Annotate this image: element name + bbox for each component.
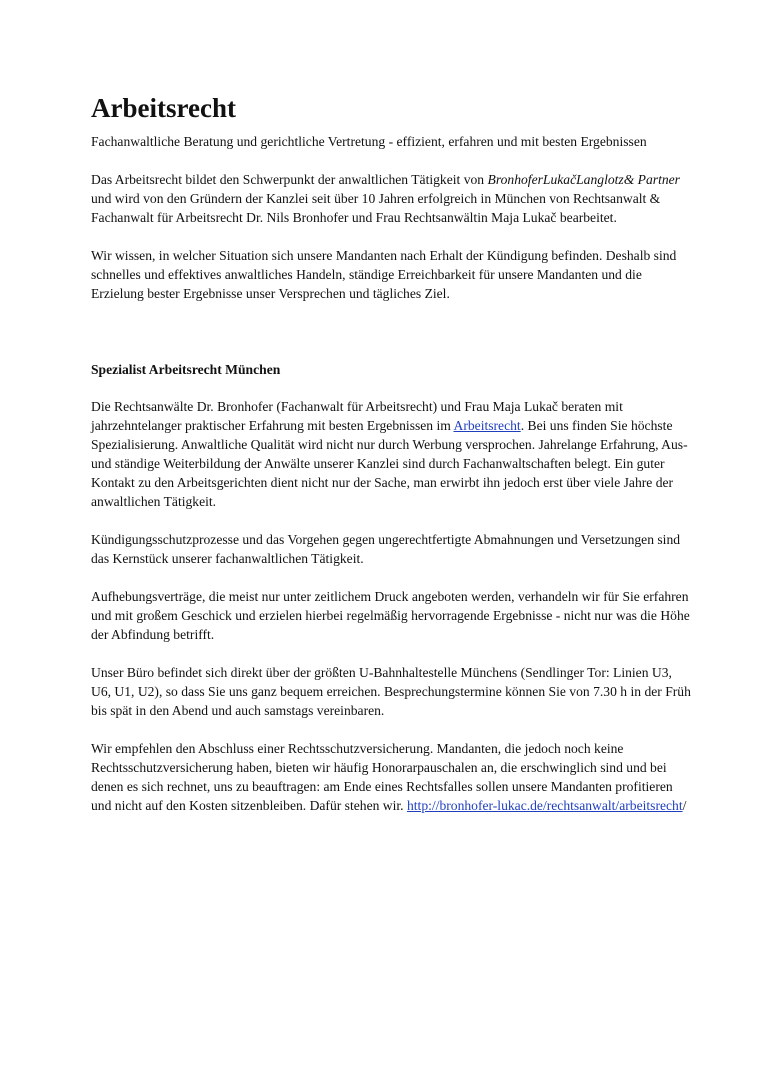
page-title: Arbeitsrecht <box>91 93 236 123</box>
intro-paragraph <box>91 170 691 227</box>
versicherung-text-after: / <box>682 798 687 813</box>
intro-text-after: und wird von den Gründern der Kanzlei seit über 10 Jahren erfolgreich in München von Rechtsanwalt & Fachanwalt für Arbeitsrecht Dr. Nils Bronhofer und Frau Rechtsanwältin Maja Lukač bearbeitet. <box>91 191 661 225</box>
versicherung-text: Wir empfehlen den Abschluss einer Rechtsschutzversicherung. Mandanten, die jedoch noch keine Rechtsschutzversicherung haben, bieten wir häufig Honorarpauschalen an, die erschwinglich sind und bei denen es sich rechnet, uns zu beauftragen: am Ende eines Rechtsfalles sollen unsere Mandanten profitieren und nicht auf den Kosten sitzenbleiben. Dafür stehen wir. <box>91 741 673 813</box>
arbeitsrecht-link[interactable]: Arbeitsrecht <box>453 418 521 433</box>
website-link[interactable]: http://bronhofer-lukac.de/rechtsanwalt/arbeitsrecht <box>406 798 683 813</box>
aufhebung-paragraph: Aufhebungsverträge, die meist nur unter zeitlichem Druck angeboten werden, verhandeln wir für Sie erfahren und mit großem Geschick und erzielen hierbei regelmäßig hervorragende Ergebnisse - nicht nur was die Höhe der Abfindung betrifft. <box>91 589 690 642</box>
specialist-paragraph <box>91 397 691 511</box>
section-heading: Spezialist Arbeitsrecht München <box>91 362 281 377</box>
intro-text-before: Das Arbeitsrecht bildet den Schwerpunkt der anwaltlichen Tätigkeit von <box>91 172 488 187</box>
situation-paragraph: Wir wissen, in welcher Situation sich unsere Mandanten nach Erhalt der Kündigung befinden. Deshalb sind schnelles und effektives anwaltliches Handeln, ständige Erreichbarkeit für unsere Mandanten und die Erzielung bester Ergebnisse unser Versprechen und tägliches Ziel. <box>91 248 677 301</box>
specialist-text-before: Die Rechtsanwälte Dr. Bronhofer (Fachanwalt für Arbeitsrecht) und Frau Maja Lukač beraten mit jahrzehntelanger praktischer Erfahrung mit besten Ergebnissen im <box>91 399 623 433</box>
subtitle: Fachanwaltliche Beratung und gerichtliche Vertretung - effizient, erfahren und mit besten Ergebnissen <box>91 134 647 149</box>
versicherung-paragraph <box>91 739 691 815</box>
specialist-text-after: . Bei uns finden Sie höchste Spezialisierung. Anwaltliche Qualität wird nicht nur durch Werbung versprochen. Jahrelange Erfahrung, Aus- und ständige Weiterbildung der Anwälte unserer Kanzlei sind durch Fachanwaltschaften belegt. Ein guter Kontakt zu den Arbeitsgerichten dient nicht nur der Sache, man erwirbt ihn jedoch erst über viele Jahre der anwaltlichen Tätigkeit. <box>91 418 688 509</box>
buero-paragraph: Unser Büro befindet sich direkt über der größten U-Bahnhaltestelle Münchens (Sendlinger Tor: Linien U3, U6, U1, U2), so dass Sie uns ganz bequem erreichen. Besprechungstermine können Sie von 7.30 h in der Früh bis spät in den Abend und auch samstags vereinbaren. <box>91 665 691 718</box>
section-spacer <box>91 322 691 360</box>
firm-name: BronhoferLukačLanglotz& Partner <box>487 172 680 187</box>
document-content <box>91 92 691 834</box>
kuendigung-paragraph: Kündigungsschutzprozesse und das Vorgehen gegen ungerechtfertigte Abmahnungen und Versetzungen sind das Kernstück unserer fachanwaltlichen Tätigkeit. <box>91 532 681 566</box>
